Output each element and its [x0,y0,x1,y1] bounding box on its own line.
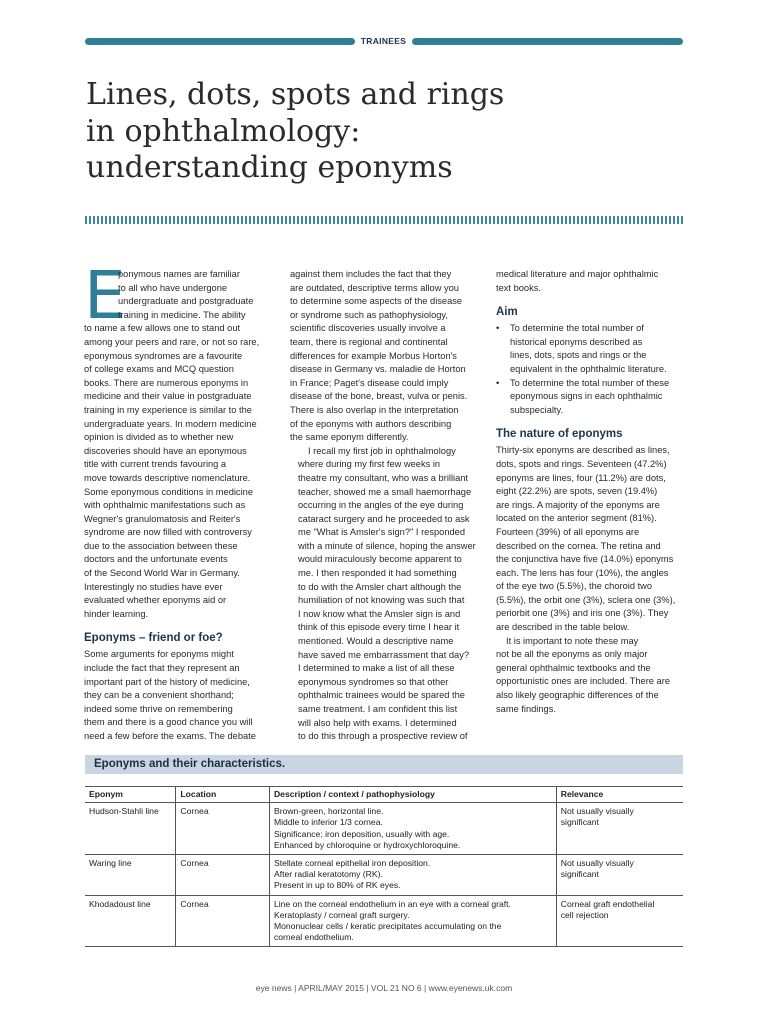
column-header: Description / context / pathophysiology [269,787,556,803]
eponyms-table [85,786,683,947]
article-column-1 [84,257,274,744]
friend-or-foe-paragraph [84,648,274,743]
text-line: are rings. A majority of the eponyms are [496,499,660,510]
relevance-line: Not usually visually [560,806,634,817]
text-line: in France; Paget's disease could imply [290,377,449,388]
text-line: have saved me embarrassment that day? [298,649,470,660]
relevance-line: cell rejection [560,909,609,920]
text-line: Thirty-six eponyms are described as lines, [496,445,670,456]
text-line: would miraculously become apparent to [298,554,462,565]
text-line: to name a few allows one to stand out [84,323,241,334]
text-line: doctors and the unfortunate events [84,554,228,565]
text-line: humiliation of not knowing was such that [298,595,465,606]
text-line: disease in Germany vs. maladie de Horton [290,364,466,375]
section-label: TRAINEES [360,36,407,46]
text-line: are described in the table below. [496,622,630,633]
title-line: in ophthalmology: [86,113,361,149]
text-line: books. There are numerous eponyms in [84,377,249,388]
text-line: occurring in the angles of the eye during [298,500,464,511]
table-row [85,855,683,896]
text-line: eight (22.2%) are spots, seven (19.4%) [496,486,658,497]
text-line: the same eponym differently. [290,432,409,443]
text-line: I recall my first job in ophthalmology [308,445,456,456]
text-line: where during my first few weeks in [298,459,441,470]
text-line: eponyms are lines, four (11.2%) are dots, [496,472,666,483]
aim-bullet [496,377,688,418]
text-line: differences for example Morbus Horton's [290,350,457,361]
text-line: subspecialty. [510,404,564,415]
column-header: Location [176,787,270,803]
text-line: eponymous syndromes so that other [298,676,449,687]
text-line: of the eye two (5.5%), the choroid two [496,581,653,592]
relevance-line: Not usually visually [560,858,634,869]
text-line: evaluated whether eponyms aid or [84,595,227,606]
column-header: Eponym [85,787,176,803]
intro-paragraph [84,257,274,621]
text-line: training in medicine. The ability [118,309,246,320]
text-line: It is important to note these may [506,635,639,646]
table-body [85,803,683,947]
paragraph-anecdote [290,445,482,744]
text-line: ophthalmic trainees would be spared the [298,690,465,701]
text-line: are outdated, descriptive terms allow you [290,282,459,293]
description-line: Line on the corneal endothelium in an eye with a corneal graft. [273,898,511,909]
text-line: I determined to make a list of all these [298,663,455,674]
text-line: indeed some thrive on remembering [84,703,233,714]
text-line: teacher, showed me a small haemorrhage [298,486,472,497]
text-line: them and there is a good chance you will [84,717,253,728]
text-line: include the fact that they represent an [84,663,240,674]
description-line: Keratoplasty / corneal graft surgery. [273,909,410,920]
text-line: they can be a convenient shorthand; [84,690,234,701]
text-line: among your peers and rare, or not so rare, [84,336,260,347]
header-rule-right [412,38,683,45]
cell-eponym: Khodadoust line [85,895,176,947]
text-line: (5.5%), the orbit one (3%), sclera one (3%), [496,594,676,605]
text-line: the conjunctiva have five (14.0%) eponyms [496,554,674,565]
text-line: title with current trends favouring a [84,459,227,470]
description-line: Middle to inferior 1/3 cornea. [273,817,383,828]
table-row [85,895,683,947]
text-line: lines, dots, spots and rings or the [510,350,647,361]
cell-eponym: Waring line [85,855,176,896]
article-column-3 [496,268,688,716]
cell-location: Cornea [176,895,270,947]
section-heading-aim: Aim [496,306,518,319]
aim-list [496,322,688,417]
text-line: general ophthalmic textbooks and the [496,662,651,673]
text-line: disease of the bone, breast, vulva or penis. [290,391,468,402]
text-line: periorbit one (3%) and iris one (3%). They [496,608,669,619]
section-heading-friend-or-foe: Eponyms – friend or foe? [84,632,223,645]
text-line: described on the cornea. The retina and [496,540,661,551]
title-line: understanding eponyms [86,150,453,185]
text-line: eponymous syndromes are a favourite [84,350,243,361]
text-line: of the eponyms with authors describing [290,418,452,429]
text-line: with a minute of silence, hoping the answer [298,540,476,551]
relevance-line: Corneal graft endothelial [560,898,655,909]
title-line: Lines, dots, spots and rings [86,77,505,112]
drop-cap: E [84,257,126,334]
text-line: important part of the history of medicine, [84,676,250,687]
text-line: team, there is regional and continental [290,336,448,347]
text-line: • To determine the total number of these [510,377,670,388]
text-line: to do with the Amsler chart although the [298,581,462,592]
text-line: same treatment. I am confident this list [298,704,458,714]
text-line: Some arguments for eponyms might [84,649,234,660]
page-footer: eye news | APRIL/MAY 2015 | VOL 21 NO 6 | www.eyenews.uk.com [255,983,513,993]
description-line: Present in up to 80% of RK eyes. [273,880,401,891]
column-header: Relevance [556,787,683,803]
article-column-2 [290,268,482,744]
text-line: each. The lens has four (10%), the angles [496,567,669,578]
cell-location: Cornea [176,855,270,896]
text-line: same findings. [496,703,556,714]
text-line: I now know what the Amsler sign is and [298,608,461,619]
text-line: theatre my consultant, who was a brilliant [298,472,469,483]
text-line: against them includes the fact that they [290,269,452,279]
text-line: Interestingly no studies have ever [84,581,223,592]
text-line: dots, spots and rings. Seventeen (47.2%) [496,458,667,469]
text-line: me "What is Amsler's sign?" I responded [298,527,466,538]
text-line: not be all the eponyms as only major [496,649,648,660]
table-header-row [85,787,683,803]
text-line: Fourteen (39%) of all eponyms are [496,526,640,537]
text-line: equivalent in the ophthalmic literature. [510,363,667,374]
text-line: scientific discoveries usually involve a [290,323,446,334]
cell-relevance [556,803,683,855]
text-line: hinder learning. [84,608,149,619]
cell-eponym: Hudson-Stahli line [85,803,176,855]
text-line: to do this through a prospective review of [298,731,468,742]
paragraph [290,268,482,445]
intro-lines [84,322,274,621]
text-line: to determine some aspects of the disease [290,296,463,307]
text-line: historical eponyms described as [510,336,643,347]
text-line: move towards descriptive nomenclature. [84,472,251,483]
text-line: think of this episode every time I hear it [298,622,460,633]
cell-relevance [556,855,683,896]
description-line: corneal endothelium. [273,932,354,943]
aim-bullet [496,322,688,376]
text-line: discoveries should have an eponymous [84,445,247,456]
cell-description [269,895,556,947]
article-title [86,77,646,187]
paragraph [496,268,688,295]
text-line: need a few before the exams. The debate [84,731,256,741]
text-line: eponymous signs in each ophthalmic [510,391,663,402]
cell-location: Cornea [176,803,270,855]
text-line: of the Second World War in Germany. [84,568,240,579]
text-line: ponymous names are familiar [118,269,240,279]
text-line: medicine and their value in postgraduate [84,391,252,402]
text-line: Wegner's granulomatosis and Reiter's [84,513,241,524]
nature-paragraph-2 [496,635,688,717]
text-line: of college exams and MCQ question [84,364,234,375]
text-line: opportunistic ones are included. There are [496,676,670,687]
text-line: mentioned. Would a descriptive name [298,636,454,647]
text-line: • To determine the total number of [510,323,644,334]
text-line: located on the anterior segment (81%). [496,513,657,524]
relevance-line: significant [560,869,599,880]
text-line: opinion is divided as to whether new [84,432,234,443]
relevance-line: significant [560,817,599,828]
cell-description [269,803,556,855]
text-line: to all who have undergone [118,282,228,293]
cell-description [269,855,556,896]
text-line: due to the association between these [84,540,238,551]
description-line: Mononuclear cells / keratic precipitates accumulating on the [273,921,502,932]
description-line: After radial keratotomy (RK). [273,869,383,880]
text-line: me. I then responded it had something [298,568,457,579]
text-line: Some eponymous conditions in medicine [84,486,253,497]
header-rule-left [85,38,355,45]
table-row [85,803,683,855]
text-line: medical literature and major ophthalmic [496,269,659,279]
text-line: undergraduate and postgraduate [118,296,254,307]
section-heading-nature: The nature of eponyms [496,428,623,441]
cell-relevance [556,895,683,947]
description-line: Enhanced by chloroquine or hydroxychloroquine. [273,839,461,850]
text-line: with ophthalmic manifestations such as [84,500,246,511]
text-line: syndrome are now filled with controversy [84,527,252,538]
text-line: or syndrome such as pathophysiology, [290,309,448,320]
text-line: also likely geographic differences of the [496,690,659,701]
description-line: Stellate corneal epithelial iron deposition. [273,858,431,869]
text-line: undergraduate years. In modern medicine [84,418,257,429]
text-line: text books. [496,282,541,293]
description-line: Significance: iron deposition, usually with age. [273,828,450,839]
text-line: cataract surgery and he proceeded to ask [298,513,470,524]
nature-paragraph-1 [496,444,688,634]
text-line: training in my experience is similar to the [84,404,252,415]
description-line: Brown-green, horizontal line. [273,806,384,817]
text-line: will also help with exams. I determined [298,717,457,728]
table-title: Eponyms and their characteristics. [85,755,683,774]
text-line: There is also overlap in the interpretation [290,404,459,415]
decorative-dashed-rule [85,216,683,224]
